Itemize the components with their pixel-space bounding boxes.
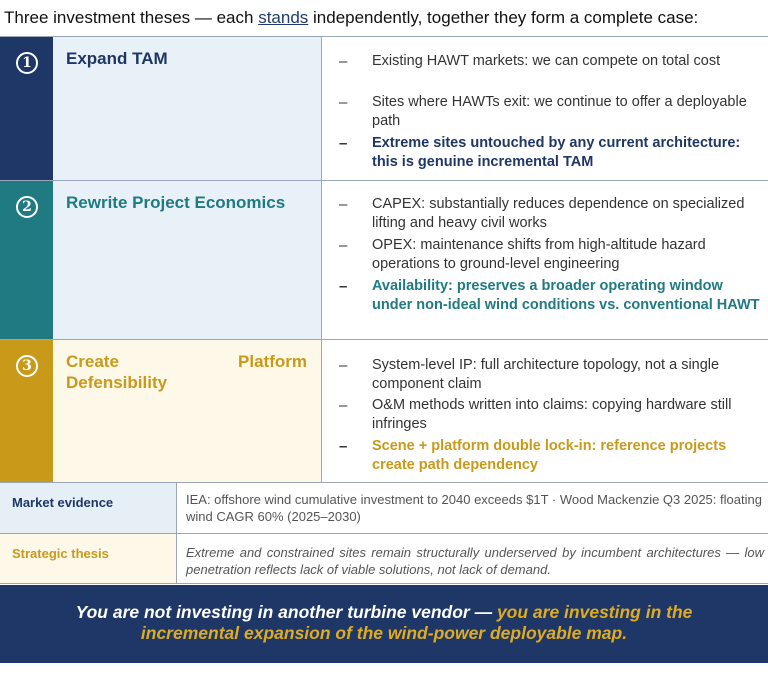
dash-bullet-icon: –	[339, 397, 348, 414]
bullet-item-highlight	[339, 134, 762, 172]
thesis-number-band	[0, 181, 53, 339]
bullet-text: O&M methods written into claims: copying hardware still infringes	[372, 397, 732, 432]
conclusion-banner	[0, 585, 768, 663]
bullet-text: Sites where HAWTs exit: we continue to offer a deployable path	[372, 94, 747, 129]
bullet-item	[339, 236, 762, 274]
conclusion-message	[30, 602, 738, 644]
strategic-thesis-label: Strategic thesis	[12, 546, 109, 561]
market-evidence-label: Market evidence	[12, 495, 114, 510]
bullet-item	[339, 356, 762, 394]
dash-bullet-icon: –	[339, 94, 348, 111]
bullet-item	[339, 93, 762, 131]
dash-bullet-icon: –	[339, 135, 348, 152]
dash-bullet-icon: –	[339, 237, 348, 254]
strategic-thesis-row	[0, 533, 768, 584]
thesis-row-3	[0, 339, 768, 482]
thesis-title-word: Create	[66, 352, 119, 371]
headline-text: Three investment theses — each	[4, 8, 259, 27]
thesis-title-cell	[53, 181, 321, 339]
bullet-item-highlight	[339, 437, 762, 475]
strategic-thesis-label-cell	[0, 534, 177, 583]
circled-number-badge: 3	[16, 355, 38, 377]
conclusion-highlight: you are investing in the incremental expansion of the wind-power deployable map.	[140, 602, 693, 643]
circled-number-badge: 2	[16, 196, 38, 218]
thesis-title: Rewrite Project Economics	[66, 193, 286, 212]
dash-bullet-icon: –	[339, 357, 348, 374]
thesis-bullets	[322, 181, 768, 339]
bullet-item	[339, 396, 762, 434]
bullet-text: Availability: preserves a broader operating window under non-ideal wind conditions vs. conventional HAWT	[372, 278, 760, 313]
bullet-text: Scene + platform double lock-in: reference projects create path dependency	[372, 438, 727, 473]
market-evidence-text: IEA: offshore wind cumulative investment to 2040 exceeds $1T · Wood Mackenzie Q3 2025: floating wind CAGR 60% (2025–2030)	[186, 492, 762, 524]
bullet-text: Extreme sites untouched by any current architecture: this is genuine incremental TAM	[372, 135, 741, 170]
dash-bullet-icon: –	[339, 278, 348, 295]
circled-number-badge: 1	[16, 52, 38, 74]
thesis-row-2	[0, 180, 768, 339]
thesis-number-band	[0, 37, 53, 180]
bullet-text: CAPEX: substantially reduces dependence on specialized lifting and heavy civil works	[372, 196, 745, 231]
dash-bullet-icon: –	[339, 196, 348, 213]
bullet-item	[339, 195, 762, 233]
thesis-title-word: Platform	[238, 352, 307, 371]
market-evidence-label-cell	[0, 483, 177, 533]
thesis-row-1	[0, 36, 768, 180]
bullet-text: System-level IP: full architecture topology, not a single component claim	[372, 357, 720, 392]
bullet-item-highlight	[339, 277, 762, 315]
market-evidence-row	[0, 482, 768, 533]
thesis-title-cell	[53, 340, 321, 482]
thesis-title-cell	[53, 37, 321, 180]
dash-bullet-icon: –	[339, 53, 348, 70]
thesis-title: Expand TAM	[66, 49, 168, 68]
bullet-text: Existing HAWT markets: we can compete on total cost	[372, 53, 721, 69]
thesis-number-band	[0, 340, 53, 482]
headline-text-end: independently, together they form a complete case:	[308, 8, 699, 27]
thesis-bullets	[322, 340, 768, 482]
thesis-bullets	[322, 37, 768, 180]
bullet-text: OPEX: maintenance shifts from high-altitude hazard operations to ground-level engineering	[372, 237, 706, 272]
bullet-item	[339, 52, 762, 71]
thesis-title-word: Defensibility	[66, 373, 168, 392]
dash-bullet-icon: –	[339, 438, 348, 455]
strategic-thesis-text: Extreme and constrained sites remain structurally underserved by incumbent architectures — low penetration reflects lack of viable solutions, not lack of demand.	[186, 545, 764, 577]
headline-highlight: stands	[258, 8, 309, 27]
headline	[4, 8, 768, 28]
conclusion-text: You are not investing in another turbine vendor —	[75, 602, 497, 622]
